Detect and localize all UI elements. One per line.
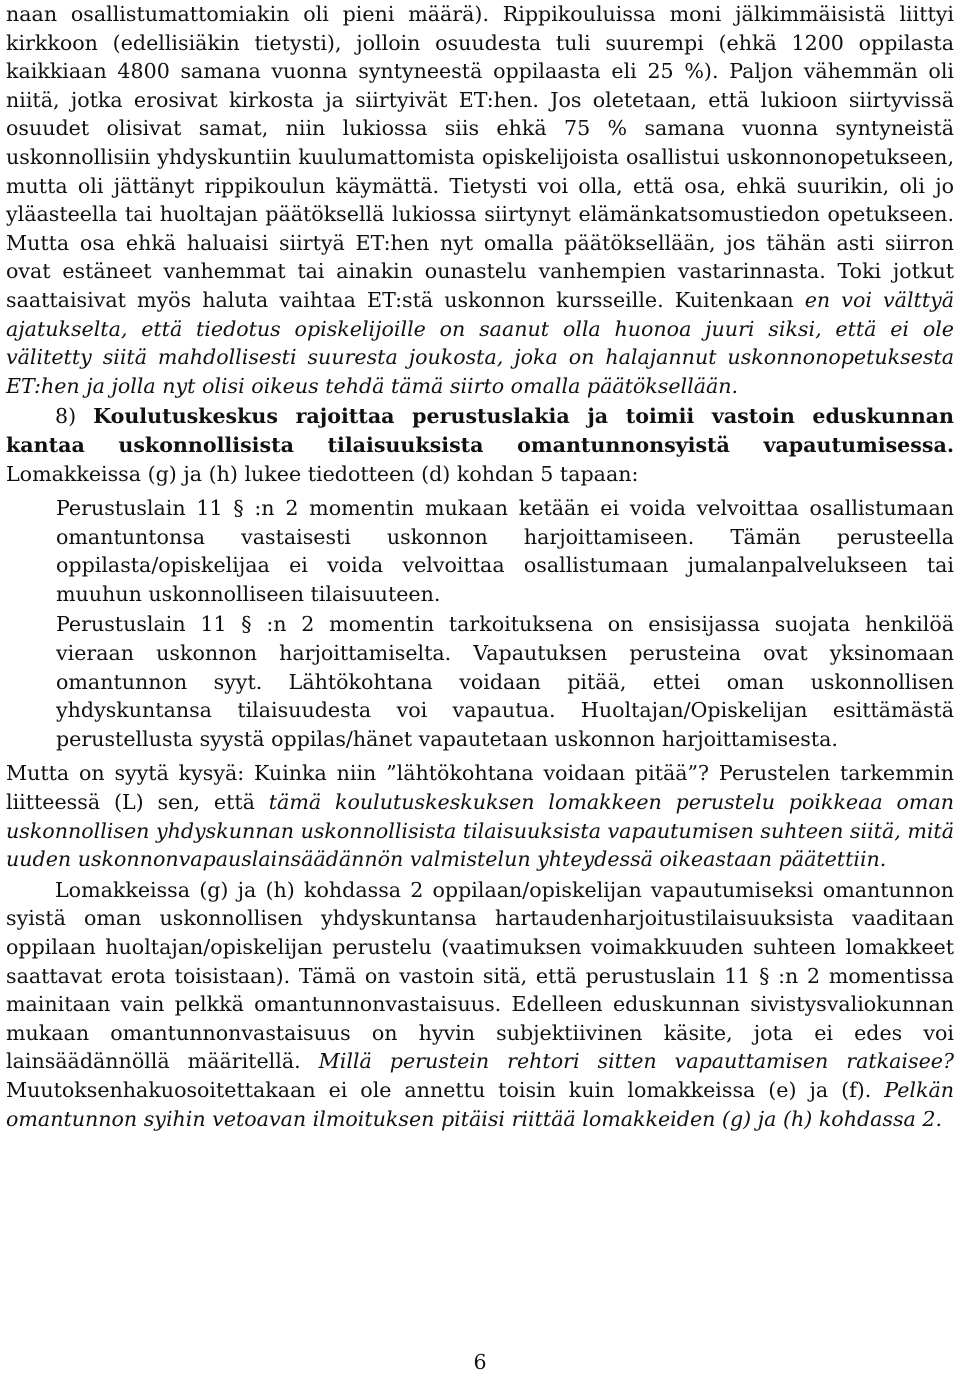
section-heading: Koulutuskeskus rajoittaa perustuslakia ja toimii vastoin eduskunnan kantaa uskonnollisista tilaisuuksista omantunnonsyistä vapautumisessa. [6, 404, 954, 457]
emphasis-text: en voi välttyä ajatukselta, että tiedotus opiskelijoille on saanut olla huonoa juuri siksi, että ei ole välitetty siitä mahdollisesti suuresta joukosta, joka on halajannut uskonnonopetuksesta ET:hen ja jolla nyt olisi oikeus tehdä tämä siirto omalla päätöksellään. [6, 287, 955, 398]
text-run: Lomakkeissa (g) ja (h) kohdassa 2 oppilaan/opiskelijan vapautumiseksi omantunnon syistä oman uskonnollisen yhdyskuntansa hartaudenharjoitustilaisuuksista vaaditaan oppilaan huoltajan/opiskelijan perustelu (vaatimuksen voimakkuuden suhteen lomakkeet saattavat erota toisistaan). Tämä on vastoin sitä, että perustuslain 11 § :n 2 momentissa mainitaan vain pelkkä omantunnonvastaisuus. Edelleen eduskunnan sivistysvaliokunnan mukaan omantunnonvastaisuus on hyvin subjektiivinen käsite, jota ei edes voi lainsäädännöllä määritellä. [6, 877, 954, 1074]
paragraph [6, 876, 954, 1133]
section-number: 8) [55, 404, 94, 429]
text-run: naan osallistumattomiakin oli pieni määrä). Rippikouluissa moni jälkimmäisistä liittyi kirkkoon (edellisiäkin tietysti), jolloin osuudesta tuli suurempi (ehkä 1200 oppilasta kaikkiaan 4800 samana vuonna syntyneestä oppilaasta eli 25 %). Paljon vähemmän oli niitä, jotka erosivat kirkosta ja siirtyivät ET:hen. Jos oletetaan, että lukioon siirtyvissä osuudet olisivat samat, niin lukiossa siis ehkä 75 % samana vuonna syntyneistä uskonnollisiin yhdyskuntiin kuulumattomista opiskelijoista osallistui uskonnonopetukseen, mutta oli jättänyt rippikoulun käymättä. Tietysti voi olla, että osa, ehkä suurikin, oli jo yläasteella tai huoltajan päätöksellä lukiossa siirtynyt elämänkatsomustiedon opetukseen. Mutta osa ehkä haluaisi siirtyä ET:hen nyt omalla päätöksellään, jos tähän asti siirron ovat estäneet vanhemmat tai ainakin ounastelu vanhempien vastarinnasta. Toki jotkut saattaisivat myös haluta vaihtaa ET:stä uskonnon kursseille. Kuitenkaan [6, 2, 954, 312]
section-8-paragraph [6, 402, 954, 488]
emphasis-text: Millä perustein rehtori sitten vapauttamisen ratkaisee? [318, 1049, 955, 1074]
block-quote: Perustuslain 11 § :n 2 momentin tarkoituksena on ensisijassa suojata henkilöä vieraan uskonnon harjoittamiselta. Vapautuksen perusteina ovat yksinomaan omantunnon syyt. Lähtökohtana voidaan pitää, ettei oman uskonnollisen yhdyskuntansa tilaisuudesta voi vapautua. Huoltajan/Opiskelijan esittämästä perustellusta syystä oppilas/hänet vapautetaan uskonnon harjoittamisesta. [56, 612, 954, 751]
emphasis-text: tämä koulutuskeskuksen lomakkeen perustelu poikkeaa oman uskonnollisen yhdyskunnan uskonnollisista tilaisuuksista vapautumisen suhteen siitä, mitä uuden uskonnonvapauslainsäädännön valmistelun yhteydessä oikeastaan päätettiin. [6, 790, 954, 872]
text-run: Mutta on syytä kysyä: Kuinka niin ”lähtökohtana voidaan pitää”? Perustelen tarkemmin liitteessä (L) sen, että [6, 761, 954, 815]
text-run: Lomakkeissa (g) ja (h) lukee tiedotteen (d) kohdan 5 tapaan: [6, 461, 639, 486]
emphasis-text: Pelkän omantunnon syihin vetoavan ilmoituksen pitäisi riittää lomakkeiden (g) ja (h) kohdassa 2. [6, 1077, 954, 1131]
paragraph [6, 0, 954, 400]
block-quote: Perustuslain 11 § :n 2 momentin mukaan ketään ei voida velvoittaa osallistumaan omantuntonsa vastaisesti uskonnon harjoittamiseen. Tämän perusteella oppilasta/opiskelijaa ei voida velvoittaa osallistumaan jumalanpalvelukseen tai muuhun uskonnolliseen tilaisuuteen. [56, 496, 954, 606]
paragraph [6, 759, 954, 873]
text-run: Muutoksenhakuosoitettakaan ei ole annettu toisin kuin lomakkeissa (e) ja (f). [6, 1077, 885, 1102]
document-page [6, 0, 954, 1133]
page-number: 6 [473, 1350, 487, 1374]
